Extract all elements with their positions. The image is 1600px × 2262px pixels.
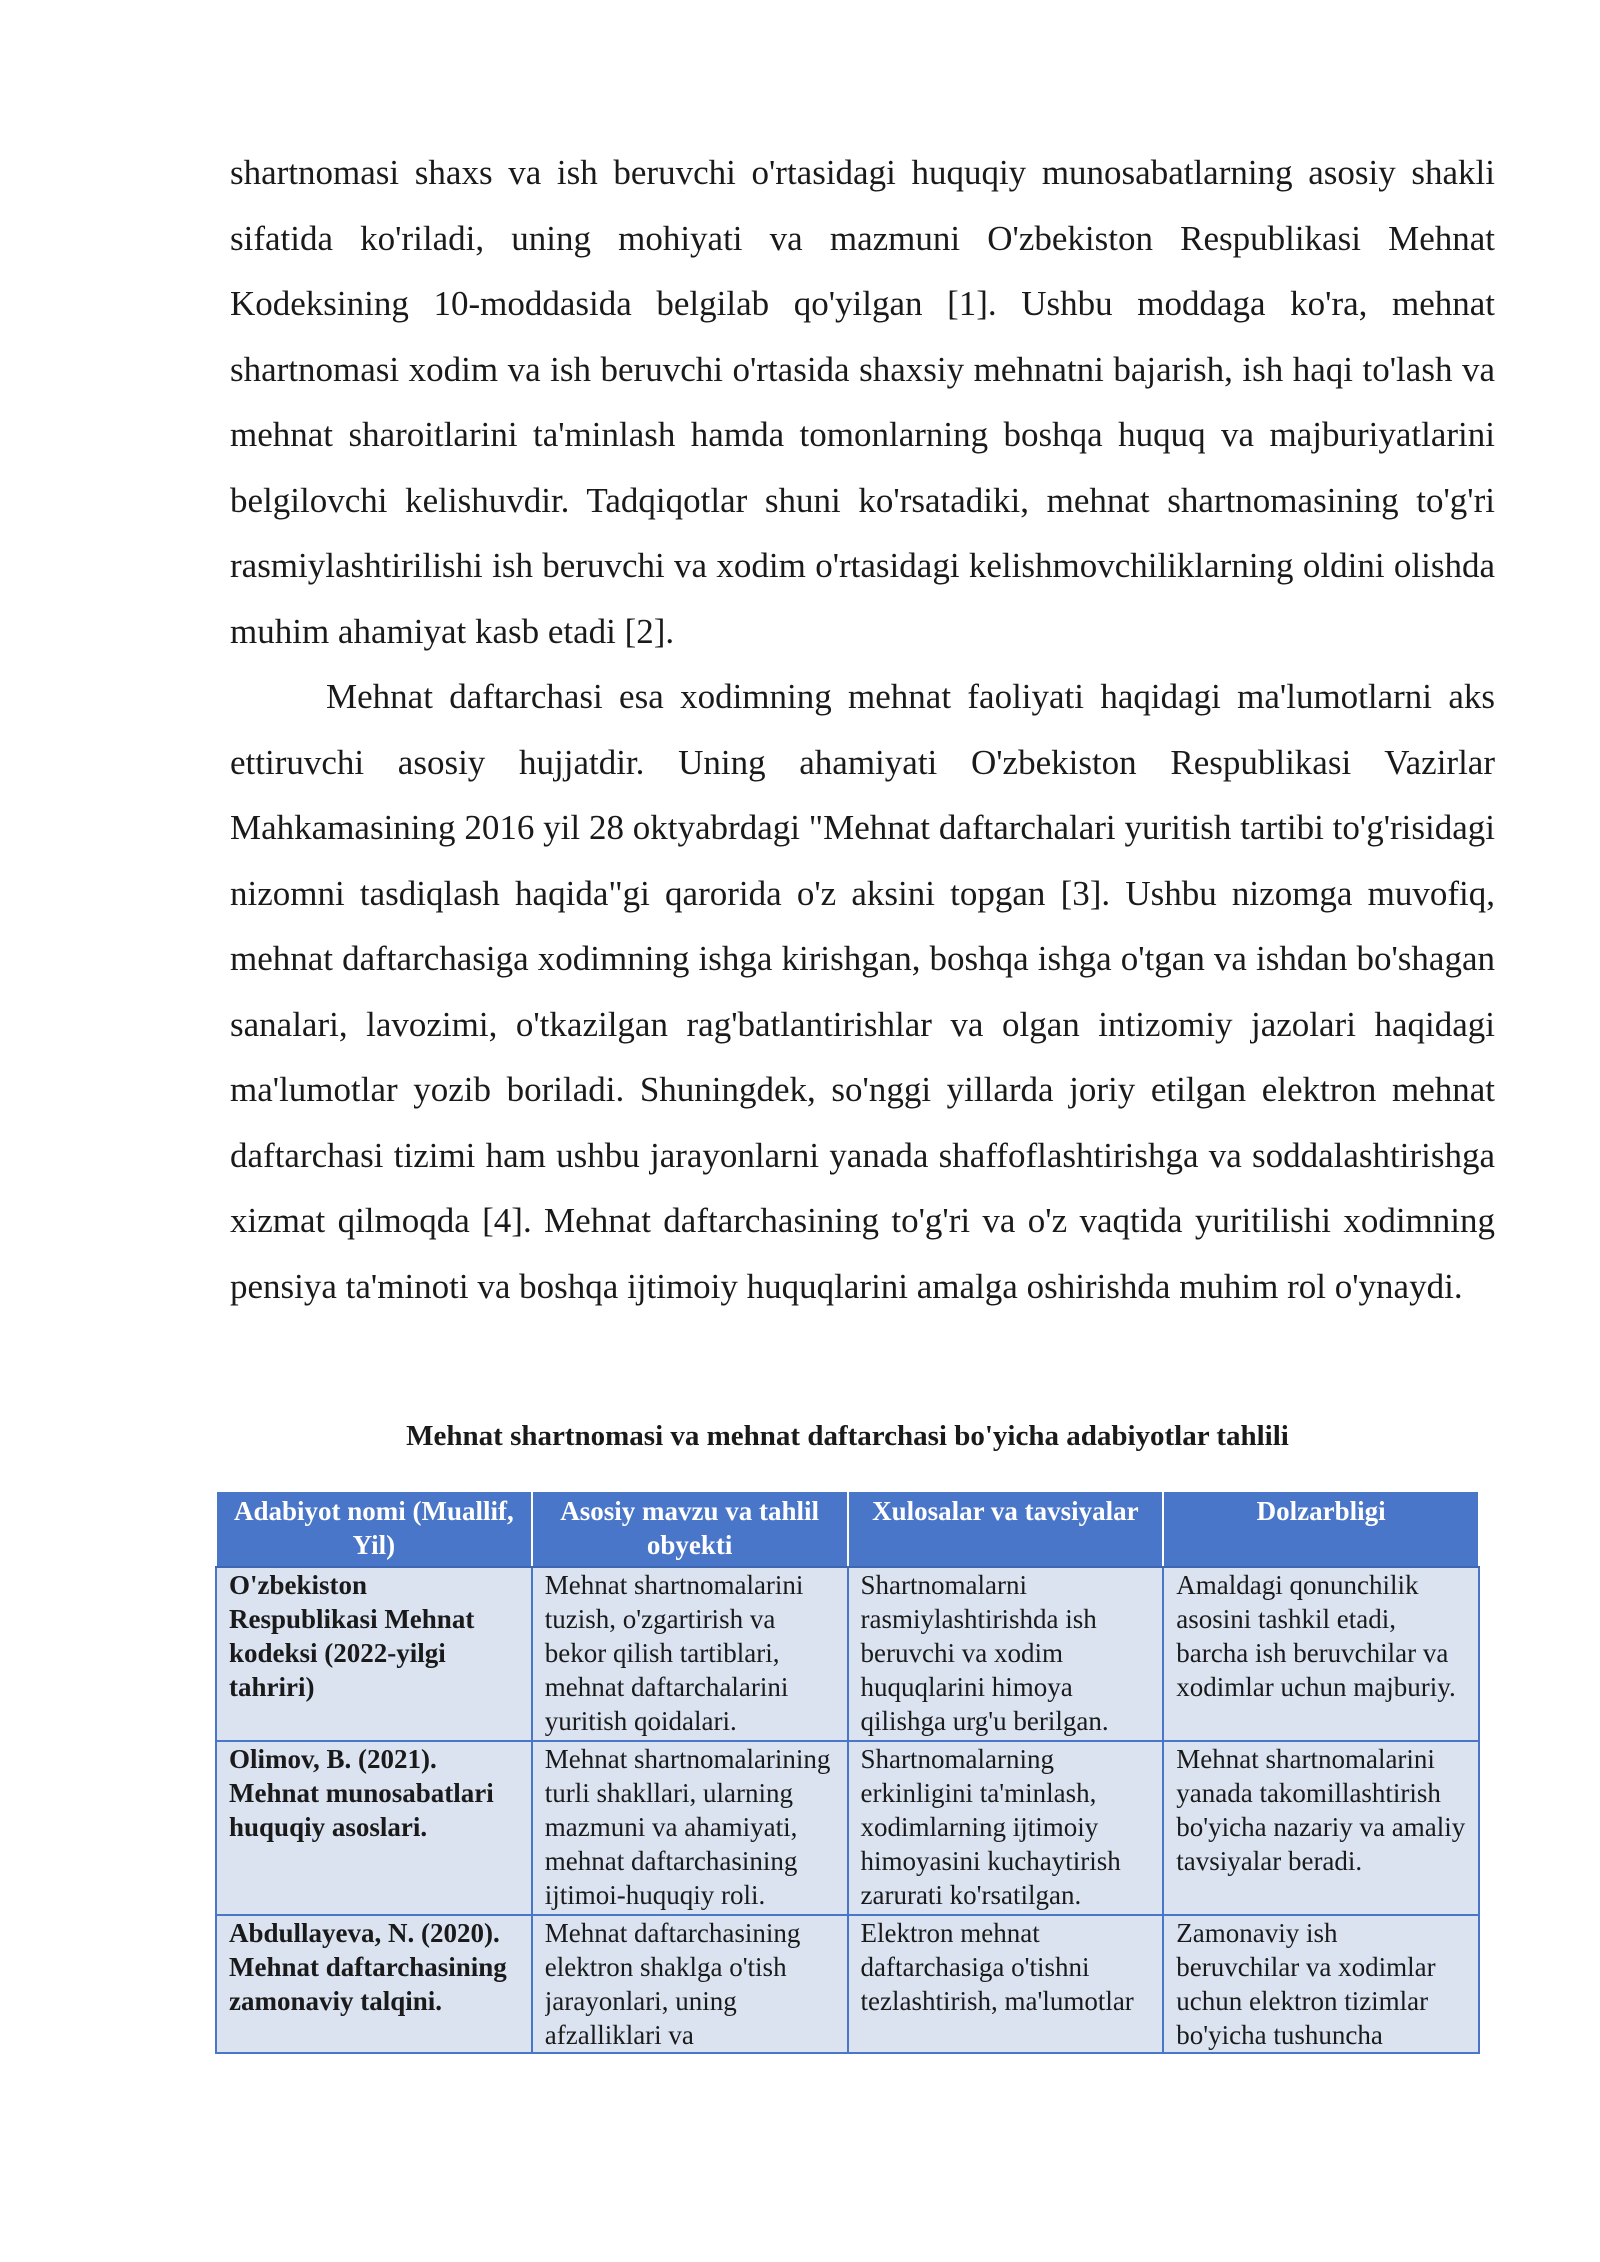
table-row [216,1915,1479,2053]
table-cell-source: O'zbekiston Respublikasi Mehnat kodeksi (2022-yilgi tahriri) [216,1567,532,1741]
table-cell-topic [532,1915,848,2053]
table-cell-relevance [1163,1915,1479,2053]
table-cell-relevance: Amaldagi qonunchilik asosini tashkil etadi, barcha ish beruvchilar va xodimlar uchun majburiy. [1163,1567,1479,1741]
table-cell-conclusions [848,1915,1164,2053]
table-cell-source: Olimov, B. (2021). Mehnat munosabatlari huquqiy asoslari. [216,1741,532,1915]
table-row [216,1567,1479,1741]
table-row [216,1741,1479,1915]
table-cell-conclusions: Shartnomalarning erkinligini ta'minlash, xodimlarning ijtimoiy himoyasini kuchaytirish zarurati ko'rsatilgan. [848,1741,1164,1915]
table-caption: Mehnat shartnomasi va mehnat daftarchasi bo'yicha adabiyotlar tahlili [406,1420,1289,1452]
literature-table [215,1490,1480,2054]
header-cell: Xulosalar va tavsiyalar [848,1491,1164,1567]
table-cell-topic: Mehnat shartnomalarini tuzish, o'zgartirish va bekor qilish tartiblari, mehnat daftarchalarini yuritish qoidalari. [532,1567,848,1741]
cell-text: Zamonaviy ish beruvchilar va xodimlar uchun elektron tizimlar bo'yicha tushuncha [1176,1918,1436,2050]
table-header-row [216,1491,1479,1567]
table-cell-relevance: Mehnat shartnomalarini yanada takomillashtirish bo'yicha nazariy va amaliy tavsiyalar beradi. [1163,1741,1479,1915]
cell-text: Elektron mehnat daftarchasiga o'tishni tezlashtirish, ma'lumotlar [860,1918,1134,2016]
header-cell: Adabiyot nomi (Muallif, Yil) [216,1491,532,1567]
document-body [230,140,1495,1319]
table-cell-conclusions: Shartnomalarni rasmiylashtirishda ish beruvchi va xodim huquqlarini himoya qilishga urg'u berilgan. [848,1567,1164,1741]
paragraph-1: shartnomasi shaxs va ish beruvchi o'rtasidagi huquqiy munosabatlarning asosiy shakli sifatida ko'riladi, uning mohiyati va mazmuni O'zbekiston Respublikasi Mehnat Kodeksining 10-moddasida belgilab qo'yilgan [1]. Ushbu moddaga ko'ra, mehnat shartnomasi xodim va ish beruvchi o'rtasida shaxsiy mehnatni bajarish, ish haqi to'lash va mehnat sharoitlarini ta'minlash hamda tomonlarning boshqa huquq va majburiyatlarini belgilovchi kelishuvdir. Tadqiqotlar shuni ko'rsatadiki, mehnat shartnomasining to'g'ri rasmiylashtirilishi ish beruvchi va xodim o'rtasidagi kelishmovchiliklarning oldini olishda muhim ahamiyat kasb etadi [2]. [230,153,1495,651]
header-cell: Dolzarbligi [1163,1491,1479,1567]
cell-text: Abdullayeva, N. (2020). Mehnat daftarchasining zamonaviy talqini. [229,1918,507,2016]
paragraph-2: Mehnat daftarchasi esa xodimning mehnat faoliyati haqidagi ma'lumotlarni aks ettiruvchi asosiy hujjatdir. Uning ahamiyati O'zbekiston Respublikasi Vazirlar Mahkamasining 2016 yil 28 oktyabrdagi "Mehnat daftarchalari yuritish tartibi to'g'risidagi nizomni tasdiqlash haqida"gi qarorida o'z aksini topgan [3]. Ushbu nizomga muvofiq, mehnat daftarchasiga xodimning ishga kirishgan, boshqa ishga o'tgan va ishdan bo'shagan sanalari, lavozimi, o'tkazilgan rag'batlantirishlar va olgan intizomiy jazolari haqidagi ma'lumotlar yozib boriladi. Shuningdek, so'nggi yillarda joriy etilgan elektron mehnat daftarchasi tizimi ham ushbu jarayonlarni yanada shaffoflashtirishga va soddalashtirishga xizmat qilmoqda [4]. Mehnat daftarchasining to'g'ri va o'z vaqtida yuritilishi xodimning pensiya ta'minoti va boshqa ijtimoiy huquqlarini amalga oshirishda muhim rol o'ynaydi. [230,677,1495,1306]
header-cell: Asosiy mavzu va tahlil obyekti [532,1491,848,1567]
cell-text: Mehnat daftarchasining elektron shaklga o'tish jarayonlari, uning afzalliklari va [544,1918,801,2050]
table-cell-topic: Mehnat shartnomalarining turli shakllari, ularning mazmuni va ahamiyati, mehnat daftarchasining ijtimoi-huquqiy roli. [532,1741,848,1915]
table-cell-source [216,1915,532,2053]
